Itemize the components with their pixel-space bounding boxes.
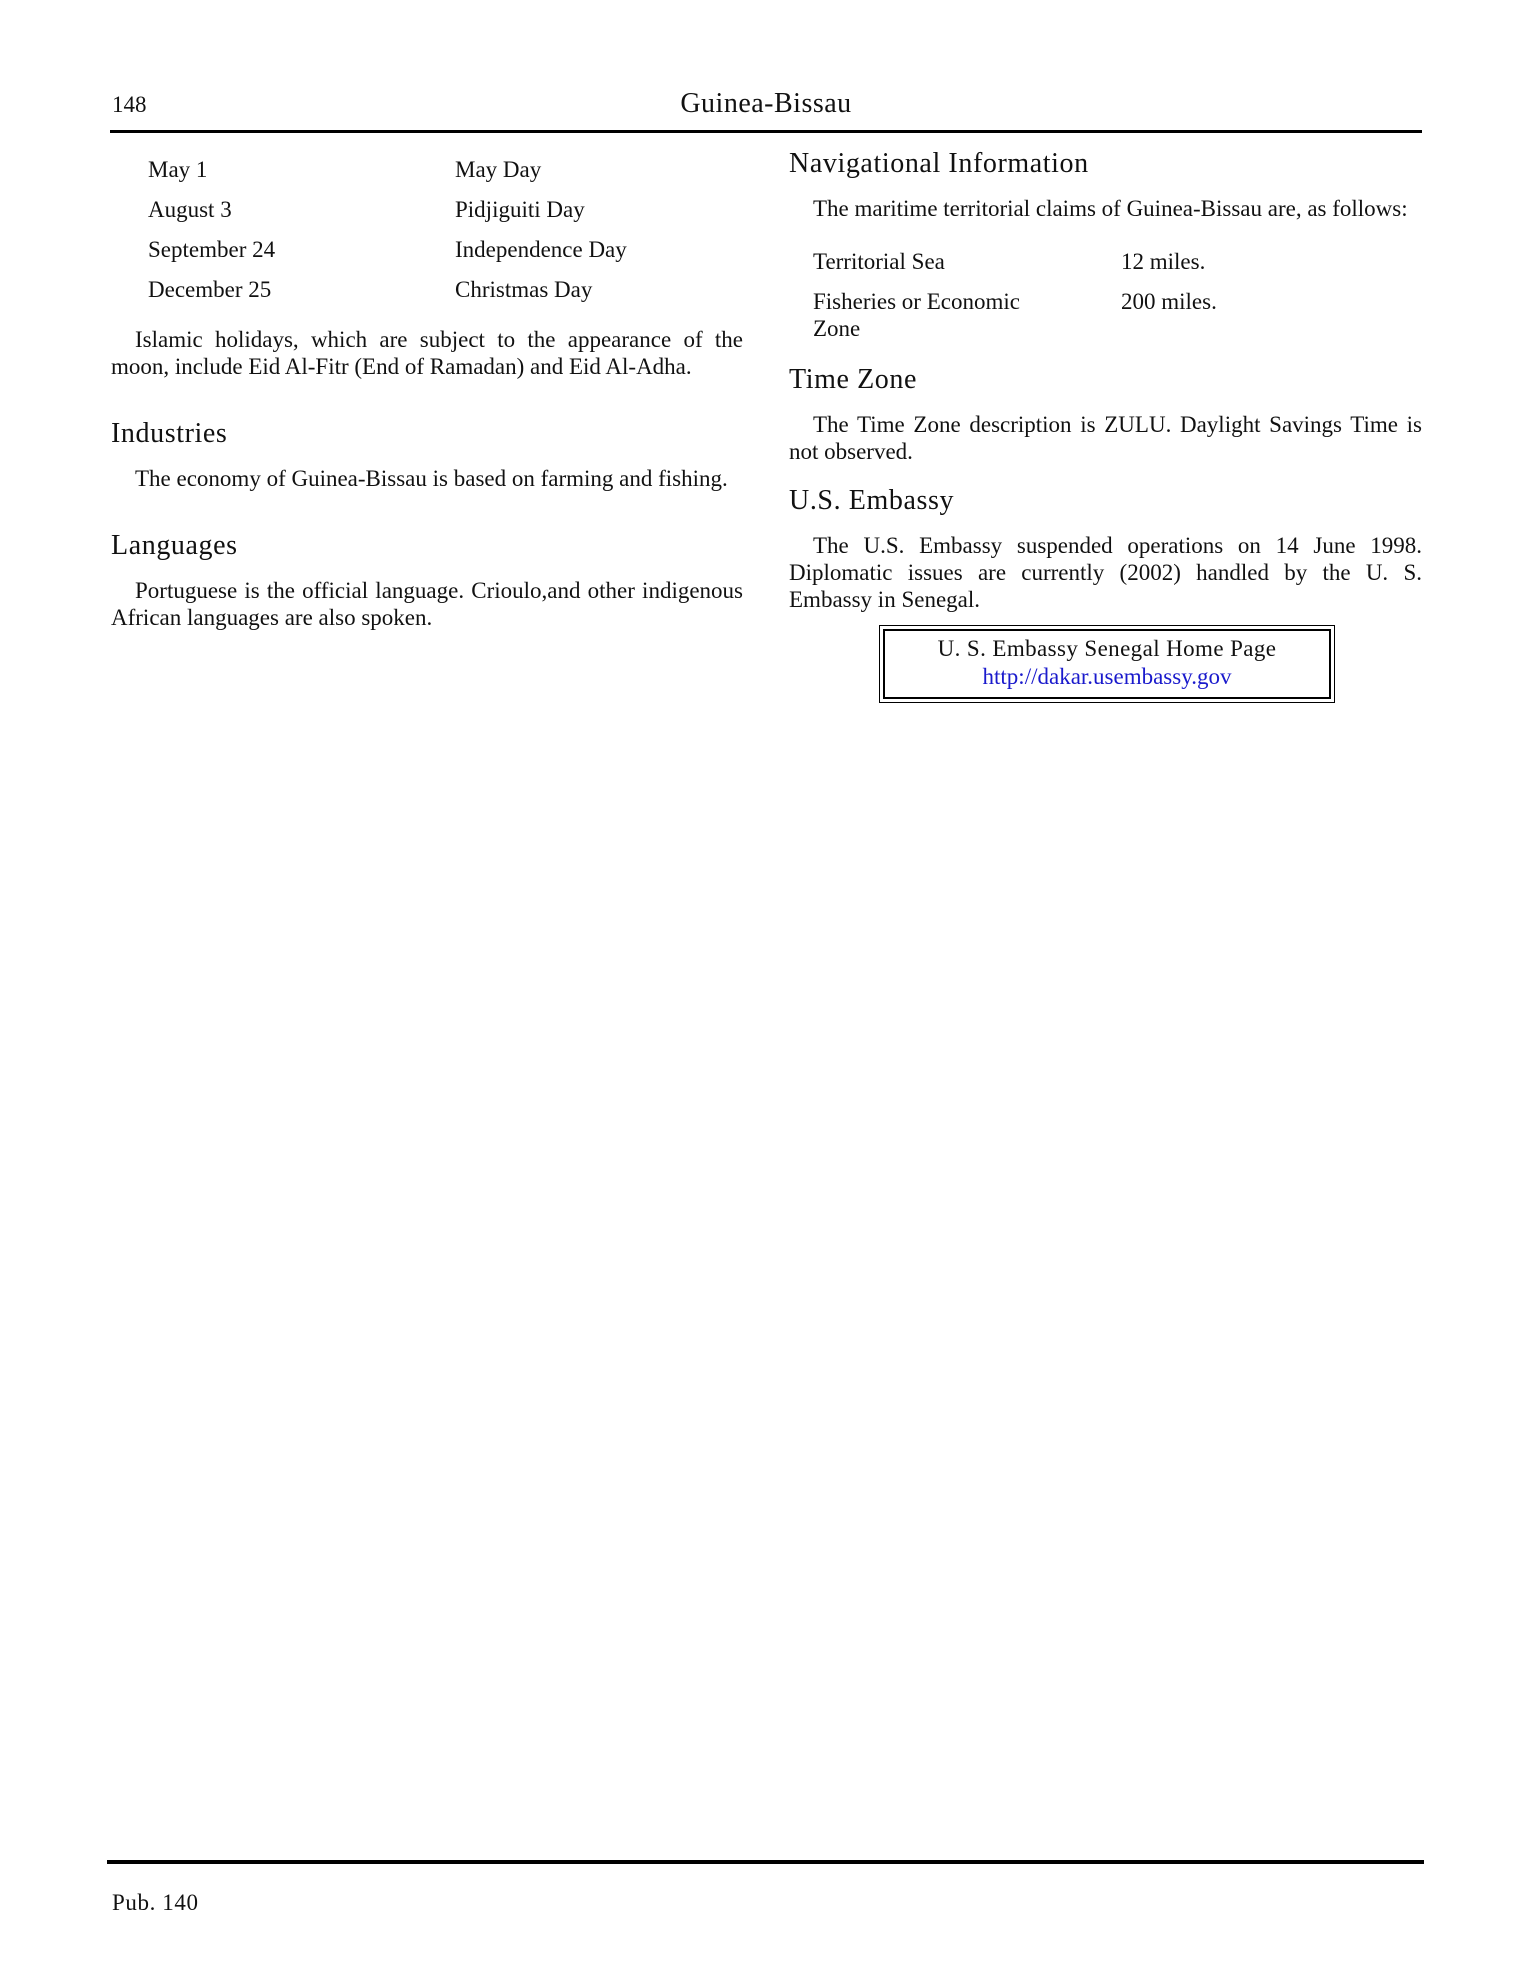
holiday-name: May Day bbox=[455, 157, 542, 182]
header-rule bbox=[110, 130, 1422, 133]
industries-heading: Industries bbox=[111, 418, 228, 449]
time-zone-text: The Time Zone description is ZULU. Daylight Savings Time is not observed. bbox=[789, 412, 1422, 464]
embassy-link-box bbox=[879, 625, 1335, 703]
embassy-link-title: U. S. Embassy Senegal Home Page bbox=[937, 636, 1277, 661]
publication-label: Pub. 140 bbox=[112, 1890, 199, 1915]
embassy-text: The U.S. Embassy suspended operations on 14 June 1998. Diplomatic issues are currently (2002) handled by the U. S. Embassy in Senegal. bbox=[789, 533, 1422, 612]
navigational-heading: Navigational Information bbox=[789, 148, 1089, 179]
embassy-heading: U.S. Embassy bbox=[789, 485, 955, 516]
holiday-date: August 3 bbox=[148, 197, 232, 222]
holiday-row bbox=[148, 270, 743, 310]
holiday-date: September 24 bbox=[148, 237, 276, 262]
holiday-row bbox=[148, 230, 743, 270]
page-number: 148 bbox=[112, 92, 147, 117]
page-header bbox=[110, 88, 1422, 132]
maritime-claims-table bbox=[813, 248, 1422, 342]
languages-text: Portuguese is the official language. Crioulo,and other indigenous African languages are also spoken. bbox=[111, 578, 743, 630]
running-title: Guinea-Bissau bbox=[680, 88, 852, 119]
holiday-table bbox=[148, 150, 743, 310]
holiday-row bbox=[148, 150, 743, 190]
right-column bbox=[789, 150, 1422, 703]
time-zone-heading: Time Zone bbox=[789, 364, 918, 395]
claim-name: Territorial Sea bbox=[813, 249, 945, 274]
holiday-name: Christmas Day bbox=[455, 277, 593, 302]
embassy-url-link[interactable]: http://dakar.usembassy.gov bbox=[982, 664, 1232, 689]
navigational-text: The maritime territorial claims of Guinea-Bissau are, as follows: bbox=[813, 196, 1408, 221]
islamic-holidays-note: Islamic holidays, which are subject to the appearance of the moon, include Eid Al-Fitr (End of Ramadan) and Eid Al-Adha. bbox=[111, 327, 743, 379]
claim-value: 200 miles. bbox=[1121, 289, 1217, 314]
holiday-name: Pidjiguiti Day bbox=[455, 197, 585, 222]
claim-row bbox=[813, 288, 1422, 342]
claim-value: 12 miles. bbox=[1121, 249, 1206, 274]
industries-text: The economy of Guinea-Bissau is based on farming and fishing. bbox=[135, 466, 728, 491]
left-column bbox=[111, 150, 743, 631]
holiday-date: December 25 bbox=[148, 277, 272, 302]
footer-rule bbox=[107, 1860, 1424, 1864]
claim-name: Fisheries or Economic Zone bbox=[813, 289, 1020, 341]
embassy-link-box-inner bbox=[883, 629, 1331, 699]
holiday-name: Independence Day bbox=[455, 237, 627, 262]
claim-row bbox=[813, 248, 1422, 275]
languages-heading: Languages bbox=[111, 530, 238, 561]
holiday-date: May 1 bbox=[148, 157, 208, 182]
holiday-row bbox=[148, 190, 743, 230]
